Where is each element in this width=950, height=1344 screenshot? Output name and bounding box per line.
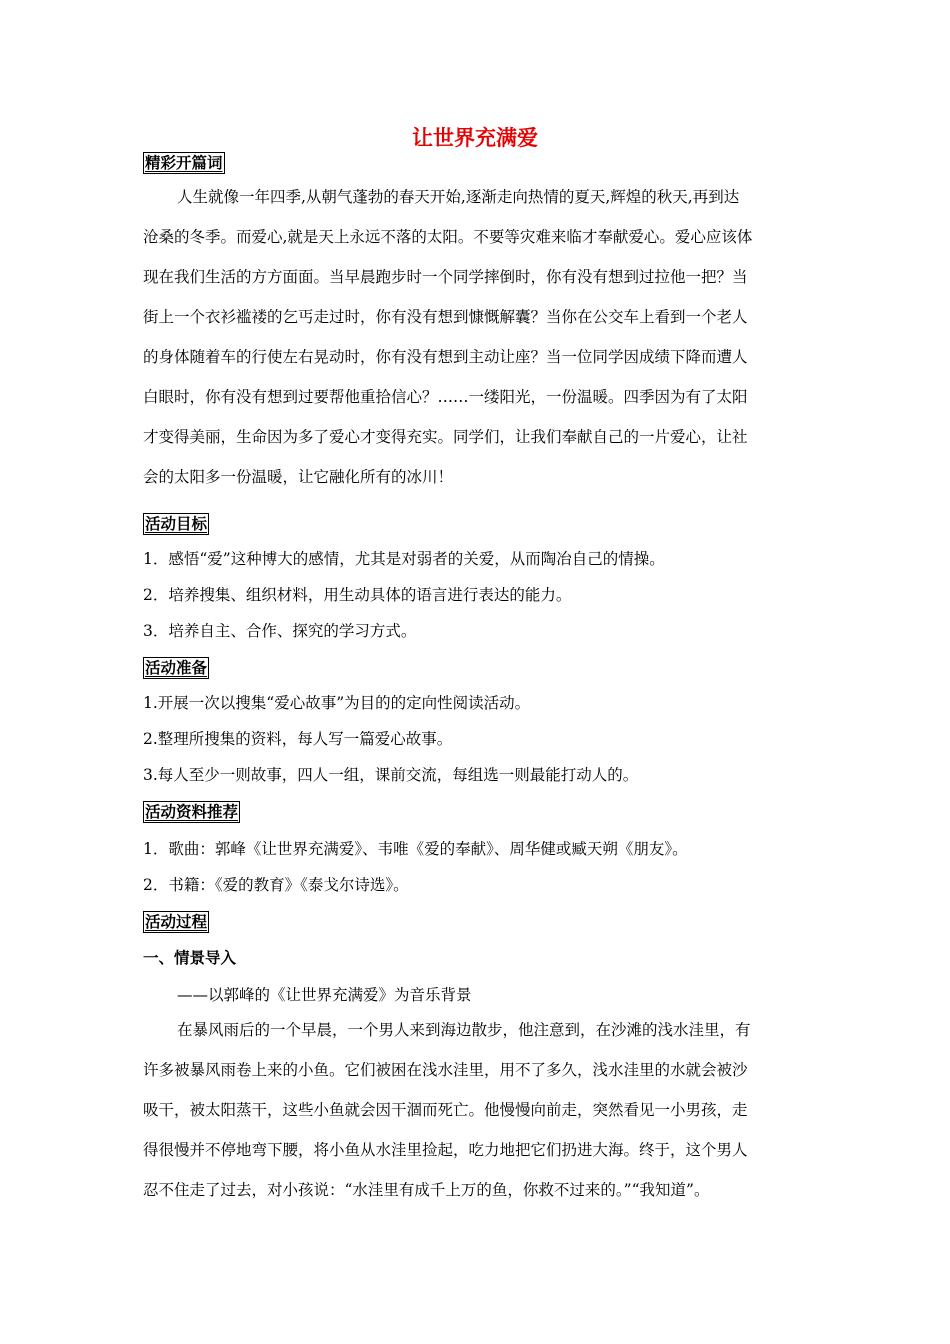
list-item: 2．书籍：《爱的教育》《泰戈尔诗选》。 — [143, 876, 409, 894]
paragraph-line: 许多被暴风雨卷上来的小鱼。它们被困在浅水洼里，用不了多久，浅水洼里的水就会被沙 — [143, 1061, 748, 1079]
paragraph-line: 在暴风雨后的一个早晨，一个男人来到海边散步，他注意到，在沙滩的浅水洼里，有 — [177, 1021, 751, 1039]
document-title: 让世界充满爱 — [412, 126, 538, 150]
music-note: ——以郭峰的《让世界充满爱》为音乐背景 — [177, 986, 472, 1004]
list-item: 1．歌曲：郭峰《让世界充满爱》、韦唯《爱的奉献》、周华健或臧天朔《朋友》。 — [143, 840, 688, 858]
list-item: 1．感悟“爱”这种博大的感情，尤其是对弱者的关爱，从而陶冶自己的情操。 — [143, 550, 665, 568]
paragraph-line: 人生就像一年四季,从朝气蓬勃的春天开始,逐渐走向热情的夏天,辉煌的秋天,再到达 — [177, 188, 740, 206]
section-heading-preparation: 活动准备 — [145, 659, 208, 677]
paragraph-line: 现在我们生活的方方面面。当早晨跑步时一个同学摔倒时，你有没有想到过拉他一把？当 — [143, 268, 748, 286]
section-heading-goals: 活动目标 — [145, 515, 208, 533]
paragraph-line: 得很慢并不停地弯下腰，将小鱼从水洼里捡起，吃力地把它们扔进大海。终于，这个男人 — [143, 1141, 748, 1159]
paragraph-line: 街上一个衣衫褴褛的乞丐走过时，你有没有想到慷慨解囊？当你在公交车上看到一个老人 — [143, 308, 748, 326]
list-item: 3.每人至少一则故事，四人一组，课前交流，每组选一则最能打动人的。 — [143, 766, 639, 784]
paragraph-line: 白眼时，你有没有想到过要帮他重拾信心？……一缕阳光，一份温暖。四季因为有了太阳 — [143, 388, 748, 406]
section-heading-resources: 活动资料推荐 — [145, 803, 239, 821]
section-heading-opening: 精彩开篇词 — [145, 154, 223, 172]
paragraph-line: 才变得美丽，生命因为多了爱心才变得充实。同学们，让我们奉献自己的一片爱心，让社 — [143, 428, 748, 446]
paragraph-line: 沧桑的冬季。而爱心,就是天上永远不落的太阳。不要等灾难来临才奉献爱心。爱心应该体 — [143, 228, 753, 246]
list-item: 3．培养自主、合作、探究的学习方式。 — [143, 622, 417, 640]
list-item: 2.整理所搜集的资料，每人写一篇爱心故事。 — [143, 730, 453, 748]
paragraph-line: 吸干，被太阳蒸干，这些小鱼就会因干涸而死亡。他慢慢向前走，突然看见一小男孩，走 — [143, 1101, 748, 1119]
section-heading-process: 活动过程 — [145, 913, 208, 931]
paragraph-line: 的身体随着车的行使左右晃动时，你有没有想到主动让座？当一位同学因成绩下降而遭人 — [143, 348, 748, 366]
list-item: 2．培养搜集、组织材料，用生动具体的语言进行表达的能力。 — [143, 586, 572, 604]
subheading: 一、情景导入 — [143, 949, 237, 967]
paragraph-line: 会的太阳多一份温暖，让它融化所有的冰川！ — [143, 468, 454, 486]
list-item: 1.开展一次以搜集“爱心故事”为目的的定向性阅读活动。 — [143, 694, 531, 712]
paragraph-line: 忍不住走了过去，对小孩说：“水洼里有成千上万的鱼，你救不过来的。”“我知道”。 — [143, 1181, 710, 1199]
